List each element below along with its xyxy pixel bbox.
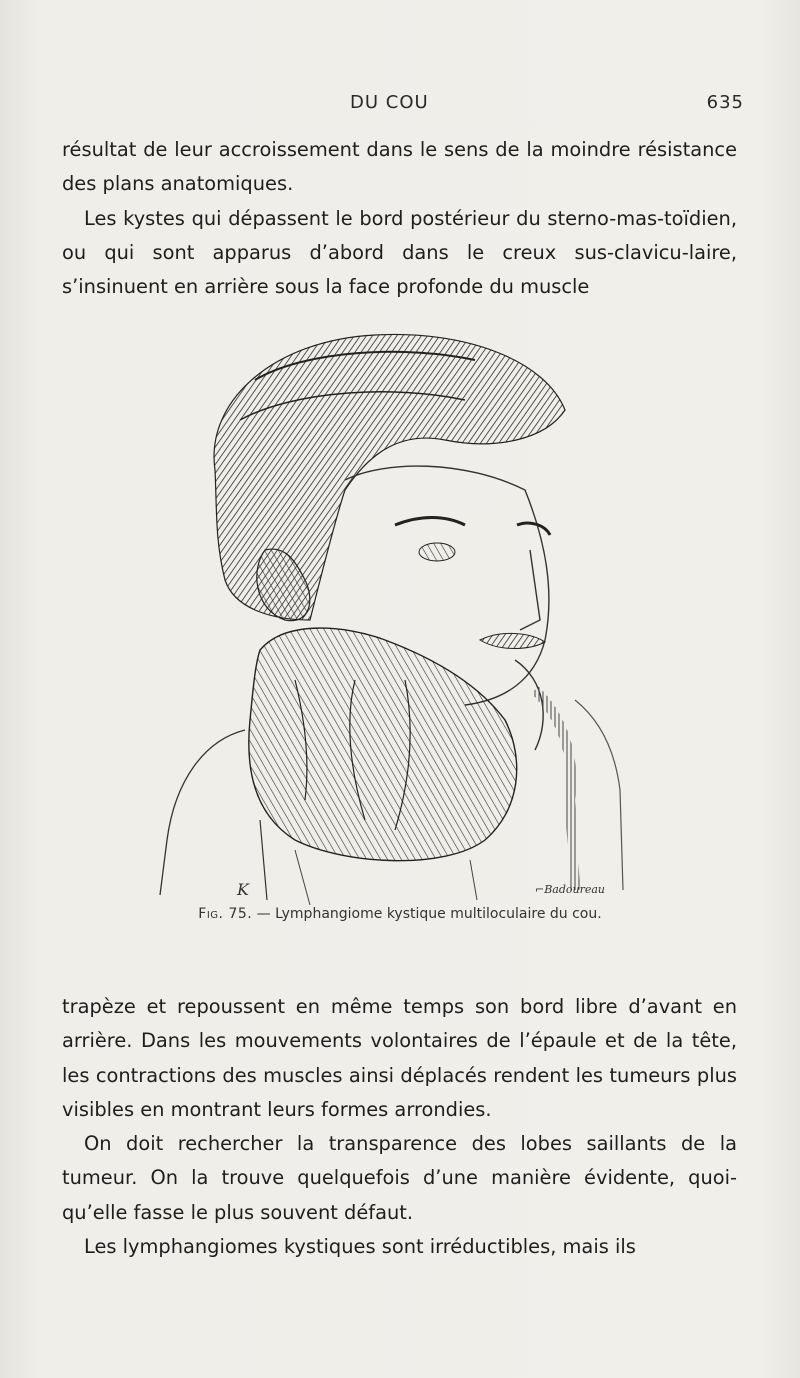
figure-label-k: K bbox=[237, 880, 249, 899]
paragraph-continuation: trapèze et repoussent en même temps son bord libre d’avant en arrière. Dans les mouvements volontaires de l’épaule et de la tête, les contractions des muscles ainsi déplacés rendent les tumeurs plus visibles en montrant leurs formes arrondies. bbox=[62, 995, 737, 1121]
engraver-signature: ⌐Badoureau bbox=[535, 883, 606, 896]
caption-figure-number: Fig. 75. bbox=[198, 906, 253, 922]
figure-caption bbox=[100, 906, 700, 922]
paragraph: On doit rechercher la transparence des lobes saillants de la tumeur. On la trouve quelquefois d’une manière évidente, quoi-qu’elle fasse le plus souvent défaut. bbox=[62, 1132, 737, 1224]
header-title: DU COU bbox=[350, 92, 429, 113]
engraving-figure bbox=[145, 320, 655, 905]
paragraph: Les kystes qui dépassent le bord postérieur du sterno-mas-toïdien, ou qui sont apparus d’abord dans le creux sus-clavicu-laire, s’insinuent en arrière sous la face profonde du muscle bbox=[62, 206, 737, 299]
paragraph: Les lymphangiomes kystiques sont irréductibles, mais ils bbox=[84, 1235, 636, 1259]
text-block-bottom bbox=[62, 990, 737, 1264]
mouth-shading bbox=[480, 633, 545, 648]
paragraph-continuation: résultat de leur accroissement dans le sens de la moindre résistance des plans anatomiques. bbox=[62, 138, 737, 196]
text-block-top bbox=[62, 133, 737, 304]
page-number: 635 bbox=[706, 92, 744, 113]
caption-text: — Lymphangiome kystique multiloculaire du cou. bbox=[256, 906, 602, 922]
neck-tumour bbox=[249, 628, 517, 861]
